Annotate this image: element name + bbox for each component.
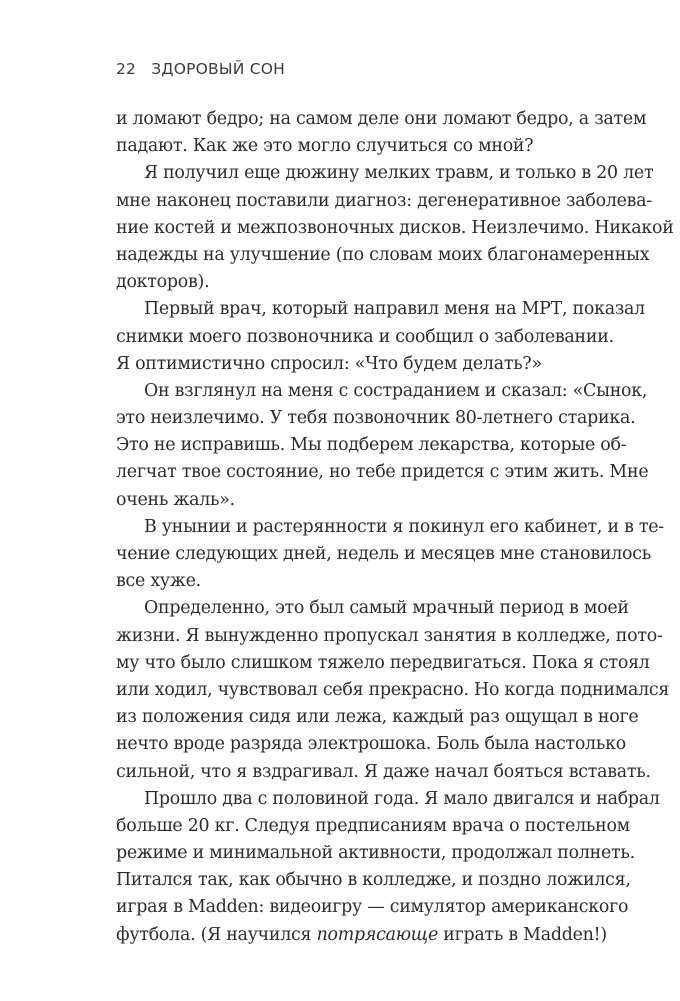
paragraph — [116, 106, 647, 160]
text-line: Это не исправишь. Мы подберем лекарства, которые об- — [116, 435, 627, 456]
body-text — [116, 106, 674, 949]
text-line: жизни. Я вынужденно пропускал занятия в колледже, пото- — [116, 625, 663, 646]
paragraph — [116, 514, 664, 596]
page-number: 22 — [116, 60, 137, 78]
text-line: нечто вроде разряда электрошока. Боль была настолько — [116, 734, 626, 755]
text-line: больше 20 кг. Следуя предписаниям врача о постельном — [116, 815, 630, 836]
text-line: мне наконец поставили диагноз: дегенеративное заболева- — [116, 190, 652, 211]
text-line: ние костей и межпозвоночных дисков. Неизлечимо. Никакой — [116, 217, 674, 238]
text-line: чение следующих дней, недель и месяцев мне становилось — [116, 544, 651, 564]
text-line: это неизлечимо. У тебя позвоночник 80-летнего старика. — [116, 408, 636, 429]
text-line: В унынии и растерянности я покинул его кабинет, и в те- — [144, 516, 664, 537]
text-line: и ломают бедро; на самом деле они ломают бедро, а затем — [116, 109, 647, 129]
emphasis-text: потрясающе — [316, 924, 438, 945]
text-line: из положения сидя или лежа, каждый раз ощущал в ноге — [116, 707, 639, 728]
text-line: режиме и минимальной активности, продолжал полнеть. — [116, 843, 635, 864]
text-line: докторов). — [116, 272, 210, 293]
text-line: Питался так, как обычно в колледже, и поздно ложился, — [116, 870, 631, 891]
text-line: сильной, что я вздрагивал. Я даже начал бояться вставать. — [116, 761, 651, 782]
paragraph — [116, 378, 649, 514]
paragraph — [116, 595, 670, 785]
text-line: играя в Madden: видеоигру — симулятор американского — [116, 897, 629, 918]
text-line: все хуже. — [116, 571, 201, 592]
text-line: падают. Как же это могло случиться со мной? — [116, 136, 534, 157]
paragraph — [116, 786, 660, 949]
text-line: Я получил еще дюжину мелких травм, и только в 20 лет — [144, 163, 654, 184]
text-line: или ходил, чувствовал себя прекрасно. Но когда поднимался — [116, 679, 670, 700]
text-line: Он взглянул на меня с состраданием и сказал: «Сынок, — [144, 380, 648, 401]
text-line: очень жаль». — [116, 489, 235, 510]
text-line — [116, 922, 607, 949]
text-line: надежды на улучшение (по словам моих благонамеренных — [116, 244, 650, 265]
text-fragment: играть в Madden!) — [438, 924, 607, 945]
text-line: Определенно, это был самый мрачный период в моей — [144, 598, 629, 619]
text-line: Я оптимистично спросил: «Что будем делать?» — [116, 353, 542, 374]
text-line: легчат твое состояние, но тебе придется с этим жить. Мне — [116, 462, 649, 483]
text-line: му что было слишком тяжело передвигаться. Пока я стоял — [116, 652, 650, 673]
paragraph — [116, 160, 674, 296]
text-fragment: футбола. (Я научился — [116, 924, 317, 945]
text-line: Первый врач, который направил меня на МРТ, показал — [144, 299, 645, 320]
text-line: снимки моего позвоночника и сообщил о заболевании. — [116, 326, 614, 347]
running-head — [116, 60, 285, 78]
text-line: Прошло два с половиной года. Я мало двигался и набрал — [144, 788, 660, 809]
paragraph — [116, 296, 645, 378]
running-title: ЗДОРОВЫЙ СОН — [151, 60, 285, 78]
